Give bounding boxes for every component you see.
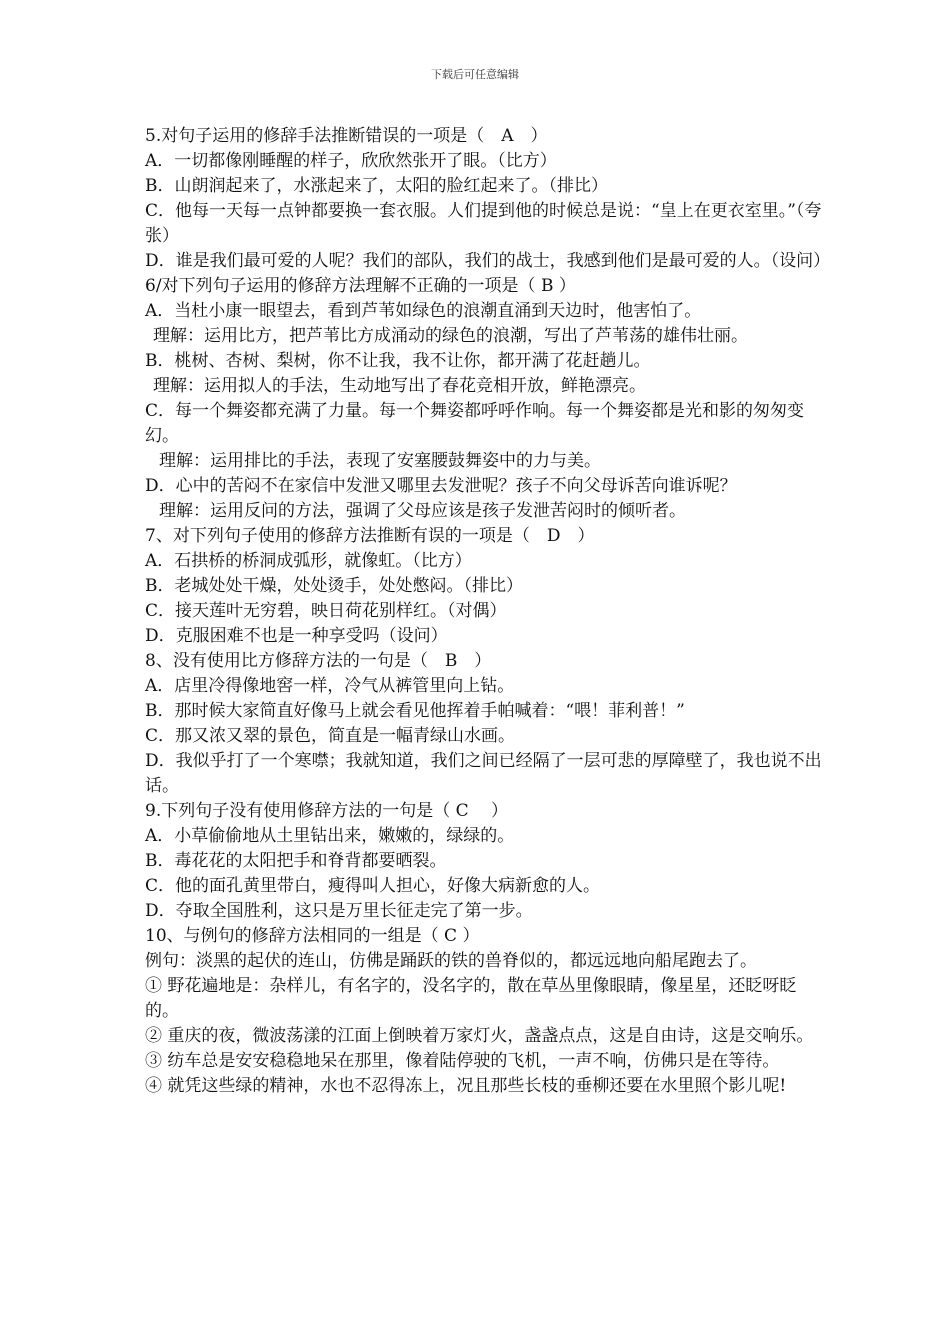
q6-option-d-explanation: 理解：运用反问的方法，强调了父母应该是孩子发泄苦闷时的倾听者。 (159, 501, 686, 521)
q6-option-c: C．每一个舞姿都充满了力量。每一个舞姿都呼呼作响。每一个舞姿都是光和影的匆匆变幻。 (145, 401, 805, 446)
q8-option-a: A．店里冷得像地窖一样，冷气从裤管里向上钻。 (145, 676, 515, 696)
q7-option-a: A．石拱桥的桥洞成弧形，就像虹。（比方） (145, 551, 472, 571)
q5-option-c: C．他每一天每一点钟都要换一套衣服。人们提到他的时候总是说：“皇上在更衣室里。”（夸张） (145, 201, 822, 246)
q8-option-b: B．那时候大家简直好像马上就会看见他挥着手帕喊着：“喂！菲利普！” (145, 701, 685, 721)
q7-option-b: B．老城处处干燥，处处烫手，处处憋闷。（排比） (145, 576, 523, 596)
q5-option-b: B．山朗润起来了，水涨起来了，太阳的脸红起来了。（排比） (145, 176, 608, 196)
q10-example-sentence: 例句：淡黑的起伏的连山，仿佛是踊跃的铁的兽脊似的，都远远地向船尾跑去了。 (145, 951, 757, 971)
question-6-stem: 6/对下列句子运用的修辞方法理解不正确的一项是（ B ） (145, 276, 576, 296)
q5-option-a: A．一切都像刚睡醒的样子，欣欣然张开了眼。（比方） (145, 151, 557, 171)
question-7-stem: 7、对下列句子使用的修辞方法推断有误的一项是（ D ） (145, 526, 595, 546)
q6-option-b-explanation: 理解：运用拟人的手法，生动地写出了春花竞相开放，鲜艳漂亮。 (153, 376, 646, 396)
q7-option-c: C．接天莲叶无穷碧，映日荷花别样红。（对偶） (145, 601, 507, 621)
q10-item-4: ④ 就凭这些绿的精神，水也不忍得冻上，况且那些长枝的垂柳还要在水里照个影儿呢! (145, 1076, 787, 1096)
question-8-stem: 8、没有使用比方修辞方法的一句是（ B ） (145, 651, 492, 671)
q9-option-d: D．夺取全国胜利，这只是万里长征走完了第一步。 (145, 901, 533, 921)
q10-item-2: ② 重庆的夜，微波荡漾的江面上倒映着万家灯火，盏盏点点，这是自由诗，这是交响乐。 (145, 1026, 814, 1046)
q9-option-a: A．小草偷偷地从土里钻出来，嫩嫩的，绿绿的。 (145, 826, 515, 846)
q9-option-b: B．毒花花的太阳把手和脊背都要晒裂。 (145, 851, 447, 871)
question-9-stem: 9.下列句子没有使用修辞方法的一句是（ C ） (145, 801, 509, 821)
question-10-stem: 10、与例句的修辞方法相同的一组是（ C ） (145, 926, 480, 946)
document-body (145, 124, 831, 1099)
q6-option-a-explanation: 理解：运用比方，把芦苇比方成涌动的绿色的浪潮，写出了芦苇荡的雄伟壮丽。 (153, 326, 748, 346)
q8-option-c: C．那又浓又翠的景色，简直是一幅青绿山水画。 (145, 726, 516, 746)
page-header: 下载后可任意编辑 (431, 68, 519, 81)
question-5-stem: 5.对句子运用的修辞手法推断错误的一项是（ A ） (145, 126, 548, 146)
q7-option-d: D．克服困难不也是一种享受吗（设问） (145, 626, 448, 646)
q6-option-c-explanation: 理解：运用排比的手法，表现了安塞腰鼓舞姿中的力与美。 (159, 451, 601, 471)
q10-item-1: ① 野花遍地是：杂样儿，有名字的，没名字的，散在草丛里像眼睛，像星星，还眨呀眨的。 (145, 976, 797, 1021)
q10-item-3: ③ 纺车总是安安稳稳地呆在那里，像着陆停驶的飞机，一声不响，仿佛只是在等待。 (145, 1051, 780, 1071)
q8-option-d: D．我似乎打了一个寒噤；我就知道，我们之间已经隔了一层可悲的厚障壁了，我也说不出话。 (145, 751, 822, 796)
q6-option-d: D．心中的苦闷不在家信中发泄又哪里去发泄呢？孩子不向父母诉苦向谁诉呢？ (145, 476, 737, 496)
q5-option-d: D．谁是我们最可爱的人呢？我们的部队，我们的战士，我感到他们是最可爱的人。（设问） (145, 251, 831, 271)
q9-option-c: C．他的面孔黄里带白，瘦得叫人担心，好像大病新愈的人。 (145, 876, 601, 896)
q6-option-a: A．当杜小康一眼望去，看到芦苇如绿色的浪潮直涌到天边时，他害怕了。 (145, 301, 702, 321)
q6-option-b: B．桃树、杏树、梨树，你不让我，我不让你，都开满了花赶趟儿。 (145, 351, 651, 371)
